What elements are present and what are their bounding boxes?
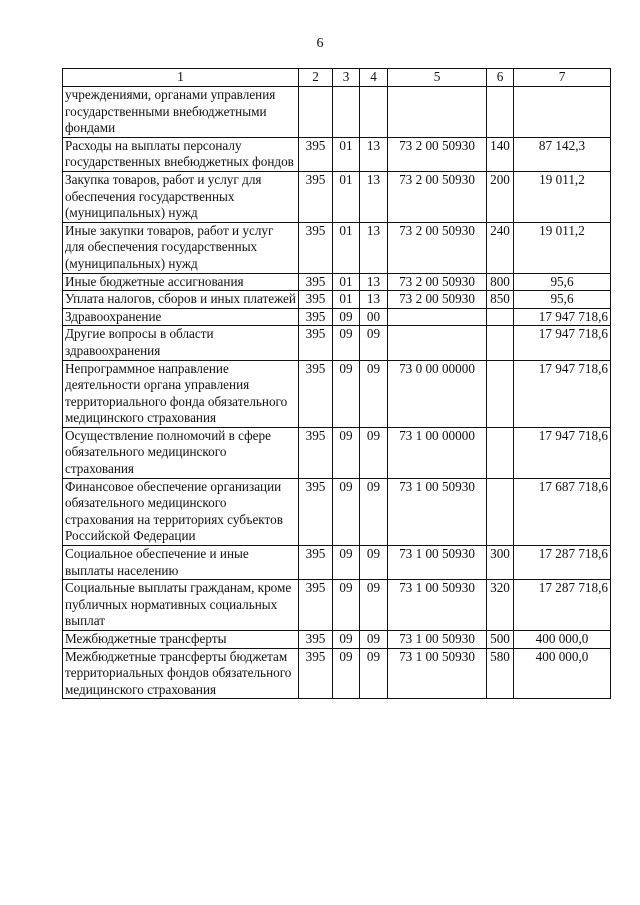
row-name: Расходы на выплаты персоналу государственных внебюджетных фондов bbox=[63, 137, 299, 171]
header-col-2: 2 bbox=[299, 69, 333, 87]
table-row bbox=[63, 273, 611, 291]
row-section: 01 bbox=[333, 137, 360, 171]
row-section bbox=[333, 87, 360, 138]
row-subsection: 09 bbox=[360, 427, 388, 478]
row-expense-type: 300 bbox=[487, 546, 514, 580]
row-section: 09 bbox=[333, 478, 360, 545]
row-target-article: 73 0 00 00000 bbox=[388, 360, 487, 427]
row-target-article: 73 2 00 50930 bbox=[388, 137, 487, 171]
page-number: 6 bbox=[316, 36, 324, 51]
row-expense-type: 850 bbox=[487, 291, 514, 309]
row-target-article: 73 2 00 50930 bbox=[388, 222, 487, 273]
row-name: Уплата налогов, сборов и иных платежей bbox=[63, 291, 299, 309]
row-subsection: 09 bbox=[360, 478, 388, 545]
row-expense-type: 500 bbox=[487, 631, 514, 649]
row-amount: 400 000,0 bbox=[514, 631, 611, 649]
row-name: Иные бюджетные ассигнования bbox=[63, 273, 299, 291]
row-amount: 17 947 718,6 bbox=[514, 360, 611, 427]
table-row bbox=[63, 291, 611, 309]
row-name: Здравоохранение bbox=[63, 308, 299, 326]
row-subsection: 13 bbox=[360, 137, 388, 171]
row-name: Межбюджетные трансферты бюджетам территориальных фондов обязательного медицинского страхования bbox=[63, 648, 299, 699]
row-admin-code: 395 bbox=[299, 291, 333, 309]
row-amount bbox=[514, 87, 611, 138]
row-admin-code bbox=[299, 87, 333, 138]
row-target-article: 73 2 00 50930 bbox=[388, 291, 487, 309]
row-target-article: 73 2 00 50930 bbox=[388, 171, 487, 222]
row-amount: 17 947 718,6 bbox=[514, 427, 611, 478]
row-section: 09 bbox=[333, 360, 360, 427]
row-subsection: 09 bbox=[360, 580, 388, 631]
row-admin-code: 395 bbox=[299, 427, 333, 478]
row-name: Финансовое обеспечение организации обязательного медицинского страхования на территориях субъектов Российской Федерации bbox=[63, 478, 299, 545]
row-section: 09 bbox=[333, 308, 360, 326]
row-admin-code: 395 bbox=[299, 137, 333, 171]
row-target-article: 73 1 00 50930 bbox=[388, 580, 487, 631]
row-name: Осуществление полномочий в сфере обязательного медицинского страхования bbox=[63, 427, 299, 478]
row-expense-type bbox=[487, 427, 514, 478]
row-name: Социальные выплаты гражданам, кроме публичных нормативных социальных выплат bbox=[63, 580, 299, 631]
row-expense-type bbox=[487, 326, 514, 360]
table-row bbox=[63, 171, 611, 222]
table-row bbox=[63, 631, 611, 649]
row-name: Непрограммное направление деятельности органа управления территориального фонда обязательного медицинского страхования bbox=[63, 360, 299, 427]
row-admin-code: 395 bbox=[299, 222, 333, 273]
table-row bbox=[63, 137, 611, 171]
table-row bbox=[63, 326, 611, 360]
row-subsection: 09 bbox=[360, 546, 388, 580]
table-row bbox=[63, 308, 611, 326]
row-target-article: 73 1 00 50930 bbox=[388, 478, 487, 545]
row-subsection bbox=[360, 87, 388, 138]
row-amount: 19 011,2 bbox=[514, 222, 611, 273]
row-target-article: 73 1 00 50930 bbox=[388, 631, 487, 649]
row-target-article bbox=[388, 308, 487, 326]
header-col-7: 7 bbox=[514, 69, 611, 87]
row-admin-code: 395 bbox=[299, 648, 333, 699]
row-target-article: 73 1 00 00000 bbox=[388, 427, 487, 478]
row-target-article bbox=[388, 326, 487, 360]
header-col-4: 4 bbox=[360, 69, 388, 87]
row-target-article: 73 2 00 50930 bbox=[388, 273, 487, 291]
table-row bbox=[63, 648, 611, 699]
row-subsection: 13 bbox=[360, 291, 388, 309]
header-row bbox=[63, 69, 611, 87]
row-section: 09 bbox=[333, 580, 360, 631]
row-expense-type: 580 bbox=[487, 648, 514, 699]
row-admin-code: 395 bbox=[299, 171, 333, 222]
row-section: 09 bbox=[333, 631, 360, 649]
row-expense-type bbox=[487, 308, 514, 326]
row-target-article: 73 1 00 50930 bbox=[388, 648, 487, 699]
table-row bbox=[63, 222, 611, 273]
row-expense-type: 240 bbox=[487, 222, 514, 273]
row-expense-type bbox=[487, 360, 514, 427]
row-expense-type bbox=[487, 87, 514, 138]
row-amount: 95,6 bbox=[514, 291, 611, 309]
row-amount: 95,6 bbox=[514, 273, 611, 291]
table-row bbox=[63, 478, 611, 545]
row-name: Иные закупки товаров, работ и услуг для обеспечения государственных (муниципальных) нужд bbox=[63, 222, 299, 273]
row-section: 09 bbox=[333, 648, 360, 699]
row-subsection: 13 bbox=[360, 171, 388, 222]
row-section: 09 bbox=[333, 326, 360, 360]
row-amount: 17 287 718,6 bbox=[514, 546, 611, 580]
row-name: Другие вопросы в области здравоохранения bbox=[63, 326, 299, 360]
row-subsection: 09 bbox=[360, 360, 388, 427]
table-row bbox=[63, 580, 611, 631]
row-section: 01 bbox=[333, 222, 360, 273]
row-amount: 87 142,3 bbox=[514, 137, 611, 171]
row-section: 01 bbox=[333, 273, 360, 291]
row-expense-type: 140 bbox=[487, 137, 514, 171]
header-col-3: 3 bbox=[333, 69, 360, 87]
row-subsection: 09 bbox=[360, 326, 388, 360]
row-subsection: 00 bbox=[360, 308, 388, 326]
row-name: Закупка товаров, работ и услуг для обеспечения государственных (муниципальных) нужд bbox=[63, 171, 299, 222]
row-expense-type: 320 bbox=[487, 580, 514, 631]
row-admin-code: 395 bbox=[299, 326, 333, 360]
row-admin-code: 395 bbox=[299, 546, 333, 580]
row-target-article: 73 1 00 50930 bbox=[388, 546, 487, 580]
row-subsection: 09 bbox=[360, 631, 388, 649]
row-amount: 19 011,2 bbox=[514, 171, 611, 222]
table-row bbox=[63, 427, 611, 478]
row-admin-code: 395 bbox=[299, 360, 333, 427]
row-name: Межбюджетные трансферты bbox=[63, 631, 299, 649]
row-admin-code: 395 bbox=[299, 631, 333, 649]
table-row bbox=[63, 546, 611, 580]
row-admin-code: 395 bbox=[299, 273, 333, 291]
row-amount: 17 947 718,6 bbox=[514, 308, 611, 326]
row-name: учреждениями, органами управления государственными внебюджетными фондами bbox=[63, 87, 299, 138]
row-amount: 17 947 718,6 bbox=[514, 326, 611, 360]
row-amount: 17 287 718,6 bbox=[514, 580, 611, 631]
row-expense-type bbox=[487, 478, 514, 545]
row-expense-type: 800 bbox=[487, 273, 514, 291]
budget-table bbox=[62, 68, 611, 699]
row-section: 01 bbox=[333, 291, 360, 309]
row-amount: 17 687 718,6 bbox=[514, 478, 611, 545]
header-col-5: 5 bbox=[388, 69, 487, 87]
row-section: 09 bbox=[333, 427, 360, 478]
row-admin-code: 395 bbox=[299, 580, 333, 631]
row-name: Социальное обеспечение и иные выплаты населению bbox=[63, 546, 299, 580]
row-section: 01 bbox=[333, 171, 360, 222]
table-row bbox=[63, 87, 611, 138]
row-section: 09 bbox=[333, 546, 360, 580]
row-subsection: 13 bbox=[360, 222, 388, 273]
row-subsection: 13 bbox=[360, 273, 388, 291]
row-subsection: 09 bbox=[360, 648, 388, 699]
row-target-article bbox=[388, 87, 487, 138]
table-row bbox=[63, 360, 611, 427]
row-admin-code: 395 bbox=[299, 308, 333, 326]
row-expense-type: 200 bbox=[487, 171, 514, 222]
row-admin-code: 395 bbox=[299, 478, 333, 545]
header-col-6: 6 bbox=[487, 69, 514, 87]
row-amount: 400 000,0 bbox=[514, 648, 611, 699]
header-col-1: 1 bbox=[63, 69, 299, 87]
